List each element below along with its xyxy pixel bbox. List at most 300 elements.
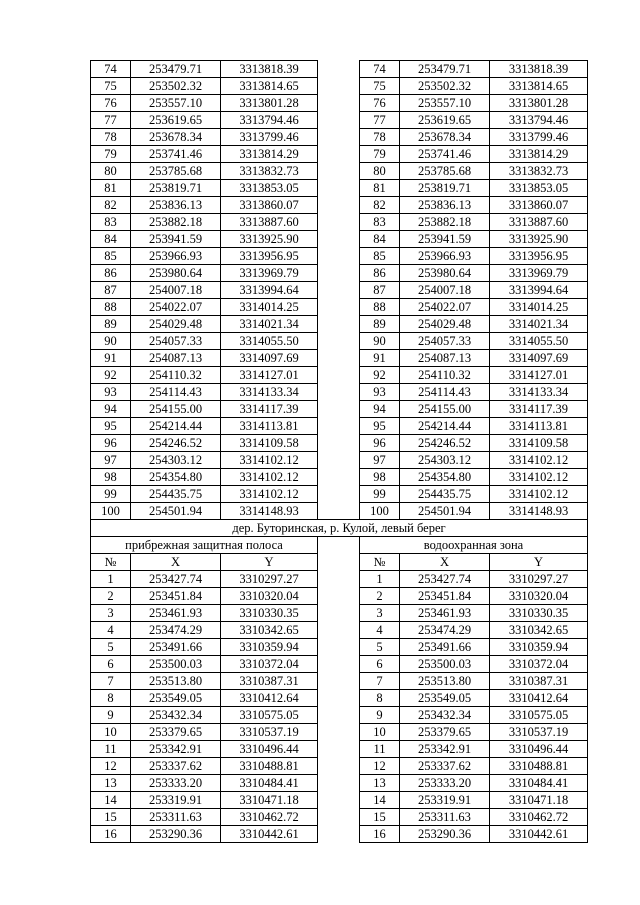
right-coord-y: 3313925.90 (490, 231, 588, 248)
column-gap (318, 418, 360, 435)
right-coord-y: 3314113.81 (490, 418, 588, 435)
left-point-number: 4 (91, 622, 131, 639)
column-gap (318, 197, 360, 214)
column-gap (318, 214, 360, 231)
left-coord-x: 253379.65 (131, 724, 221, 741)
right-coord-y: 3314097.69 (490, 350, 588, 367)
left-coord-y: 3313801.28 (221, 95, 318, 112)
right-coord-y: 3313814.29 (490, 146, 588, 163)
left-coord-y: 3310320.04 (221, 588, 318, 605)
column-gap (318, 282, 360, 299)
right-coord-x: 253678.34 (400, 129, 490, 146)
table-row (91, 282, 588, 299)
right-point-number: 1 (360, 571, 400, 588)
right-point-number: 13 (360, 775, 400, 792)
table-row (91, 826, 588, 843)
table-row (91, 486, 588, 503)
table-row (91, 95, 588, 112)
right-coord-x: 253479.71 (400, 61, 490, 78)
left-coord-x: 254354.80 (131, 469, 221, 486)
right-point-number: 94 (360, 401, 400, 418)
right-coord-x: 253836.13 (400, 197, 490, 214)
right-coord-y: 3314102.12 (490, 452, 588, 469)
left-coord-y: 3314133.34 (221, 384, 318, 401)
left-coord-x: 253333.20 (131, 775, 221, 792)
table-row (91, 333, 588, 350)
left-point-number: 2 (91, 588, 131, 605)
right-point-number: 99 (360, 486, 400, 503)
right-coord-x: 253461.93 (400, 605, 490, 622)
left-coord-x: 254303.12 (131, 452, 221, 469)
table-row (91, 299, 588, 316)
left-coord-y: 3313853.05 (221, 180, 318, 197)
table-row (91, 588, 588, 605)
section-heading (91, 520, 588, 571)
left-coord-x: 254022.07 (131, 299, 221, 316)
table-row (91, 248, 588, 265)
column-gap (318, 486, 360, 503)
left-point-number: 13 (91, 775, 131, 792)
right-coord-x: 254110.32 (400, 367, 490, 384)
left-coord-x: 254087.13 (131, 350, 221, 367)
right-coord-y: 3314117.39 (490, 401, 588, 418)
right-coord-y: 3310575.05 (490, 707, 588, 724)
table-row (91, 78, 588, 95)
column-gap (318, 78, 360, 95)
left-coord-x: 253941.59 (131, 231, 221, 248)
right-point-number: 89 (360, 316, 400, 333)
left-coord-y: 3310484.41 (221, 775, 318, 792)
column-gap (318, 503, 360, 520)
right-point-number: 16 (360, 826, 400, 843)
left-point-number: 81 (91, 180, 131, 197)
left-coord-y: 3310372.04 (221, 656, 318, 673)
left-coord-x: 253474.29 (131, 622, 221, 639)
left-coord-x: 253819.71 (131, 180, 221, 197)
right-point-number: 93 (360, 384, 400, 401)
left-coord-y: 3313814.65 (221, 78, 318, 95)
right-coord-y: 3314021.34 (490, 316, 588, 333)
column-gap (318, 724, 360, 741)
right-coord-y: 3313956.95 (490, 248, 588, 265)
column-gap (318, 163, 360, 180)
left-coord-x: 254110.32 (131, 367, 221, 384)
right-zone-title: водоохранная зона (360, 537, 588, 554)
table-row (91, 231, 588, 248)
left-coord-x: 253678.34 (131, 129, 221, 146)
right-point-number: 12 (360, 758, 400, 775)
table-row (91, 571, 588, 588)
right-point-number: 8 (360, 690, 400, 707)
right-point-number: 4 (360, 622, 400, 639)
right-coord-y: 3310442.61 (490, 826, 588, 843)
left-point-number: 16 (91, 826, 131, 843)
bottom-coordinates-section (91, 571, 588, 843)
left-point-number: 91 (91, 350, 131, 367)
table-row (91, 146, 588, 163)
left-coord-x: 254214.44 (131, 418, 221, 435)
table-row (91, 792, 588, 809)
right-point-number: 87 (360, 282, 400, 299)
right-coord-y: 3314102.12 (490, 486, 588, 503)
right-point-number: 3 (360, 605, 400, 622)
right-coord-y: 3313860.07 (490, 197, 588, 214)
table-row (91, 758, 588, 775)
right-coord-y: 3313818.39 (490, 61, 588, 78)
right-point-number: 91 (360, 350, 400, 367)
right-coord-y: 3314055.50 (490, 333, 588, 350)
left-point-number: 79 (91, 146, 131, 163)
left-point-number: 86 (91, 265, 131, 282)
right-point-number: 96 (360, 435, 400, 452)
left-coord-x: 253502.32 (131, 78, 221, 95)
right-coord-y: 3313994.64 (490, 282, 588, 299)
left-coord-y: 3310297.27 (221, 571, 318, 588)
right-coord-x: 253311.63 (400, 809, 490, 826)
left-coord-x: 253741.46 (131, 146, 221, 163)
left-coord-y: 3313860.07 (221, 197, 318, 214)
left-point-number: 87 (91, 282, 131, 299)
right-coord-y: 3313801.28 (490, 95, 588, 112)
left-coord-y: 3314148.93 (221, 503, 318, 520)
right-coord-y: 3310412.64 (490, 690, 588, 707)
right-coord-x: 253557.10 (400, 95, 490, 112)
table-row (91, 197, 588, 214)
column-gap (318, 571, 360, 588)
left-coord-y: 3310387.31 (221, 673, 318, 690)
column-gap (318, 809, 360, 826)
left-coord-y: 3313814.29 (221, 146, 318, 163)
left-point-number: 80 (91, 163, 131, 180)
left-zone-title: прибрежная защитная полоса (91, 537, 318, 554)
left-coord-x: 253785.68 (131, 163, 221, 180)
left-coord-y: 3314097.69 (221, 350, 318, 367)
table-row (91, 350, 588, 367)
left-point-number: 99 (91, 486, 131, 503)
right-coord-x: 253432.34 (400, 707, 490, 724)
column-gap (318, 741, 360, 758)
right-coord-x: 254087.13 (400, 350, 490, 367)
right-coord-x: 253785.68 (400, 163, 490, 180)
table-row (91, 401, 588, 418)
left-point-number: 85 (91, 248, 131, 265)
left-point-number: 74 (91, 61, 131, 78)
right-header-x: X (400, 554, 490, 571)
left-coord-y: 3314109.58 (221, 435, 318, 452)
table-row (91, 112, 588, 129)
right-coord-x: 253379.65 (400, 724, 490, 741)
right-coord-x: 253941.59 (400, 231, 490, 248)
right-point-number: 10 (360, 724, 400, 741)
left-point-number: 14 (91, 792, 131, 809)
right-point-number: 84 (360, 231, 400, 248)
right-coord-y: 3314133.34 (490, 384, 588, 401)
left-point-number: 82 (91, 197, 131, 214)
table-row (91, 690, 588, 707)
left-coord-y: 3310412.64 (221, 690, 318, 707)
left-coord-y: 3310471.18 (221, 792, 318, 809)
right-coord-x: 253427.74 (400, 571, 490, 588)
column-gap (318, 299, 360, 316)
left-coord-x: 254501.94 (131, 503, 221, 520)
right-coord-x: 254155.00 (400, 401, 490, 418)
left-coord-x: 253311.63 (131, 809, 221, 826)
left-coord-y: 3314113.81 (221, 418, 318, 435)
left-coord-y: 3313969.79 (221, 265, 318, 282)
right-coord-x: 253290.36 (400, 826, 490, 843)
right-coord-x: 253549.05 (400, 690, 490, 707)
right-coord-y: 3310484.41 (490, 775, 588, 792)
left-point-number: 83 (91, 214, 131, 231)
right-coord-x: 253819.71 (400, 180, 490, 197)
left-coord-x: 253557.10 (131, 95, 221, 112)
left-point-number: 8 (91, 690, 131, 707)
column-gap (318, 180, 360, 197)
left-point-number: 1 (91, 571, 131, 588)
column-gap (318, 826, 360, 843)
table-row (91, 775, 588, 792)
column-gap (318, 61, 360, 78)
table-row (91, 384, 588, 401)
column-gap (318, 435, 360, 452)
left-point-number: 10 (91, 724, 131, 741)
right-coord-y: 3314109.58 (490, 435, 588, 452)
right-coord-x: 254022.07 (400, 299, 490, 316)
right-coord-x: 254007.18 (400, 282, 490, 299)
right-coord-y: 3310372.04 (490, 656, 588, 673)
right-coord-y: 3310297.27 (490, 571, 588, 588)
table-row (91, 418, 588, 435)
right-coord-y: 3310330.35 (490, 605, 588, 622)
left-point-number: 97 (91, 452, 131, 469)
table-row (91, 724, 588, 741)
table-row (91, 605, 588, 622)
right-coord-x: 254501.94 (400, 503, 490, 520)
right-coord-y: 3314127.01 (490, 367, 588, 384)
right-coord-x: 253474.29 (400, 622, 490, 639)
column-gap (318, 588, 360, 605)
left-coord-x: 253836.13 (131, 197, 221, 214)
right-coord-x: 253500.03 (400, 656, 490, 673)
column-gap (318, 605, 360, 622)
right-coord-x: 254354.80 (400, 469, 490, 486)
right-point-number: 98 (360, 469, 400, 486)
right-point-number: 9 (360, 707, 400, 724)
left-point-number: 94 (91, 401, 131, 418)
column-gap (318, 350, 360, 367)
left-coord-x: 253342.91 (131, 741, 221, 758)
table-row (91, 452, 588, 469)
left-coord-y: 3314127.01 (221, 367, 318, 384)
right-coord-y: 3313794.46 (490, 112, 588, 129)
column-gap (318, 333, 360, 350)
right-coord-y: 3310488.81 (490, 758, 588, 775)
table-row (91, 809, 588, 826)
table-row (91, 316, 588, 333)
right-coord-x: 254303.12 (400, 452, 490, 469)
column-gap (318, 401, 360, 418)
left-coord-y: 3314102.12 (221, 469, 318, 486)
left-point-number: 11 (91, 741, 131, 758)
right-coord-x: 254214.44 (400, 418, 490, 435)
left-coord-y: 3314014.25 (221, 299, 318, 316)
left-coord-y: 3310488.81 (221, 758, 318, 775)
left-coord-y: 3310575.05 (221, 707, 318, 724)
column-gap (318, 248, 360, 265)
left-coord-y: 3313794.46 (221, 112, 318, 129)
column-header-row (91, 554, 588, 571)
table-row (91, 673, 588, 690)
left-point-number: 92 (91, 367, 131, 384)
left-coord-x: 253432.34 (131, 707, 221, 724)
left-coord-y: 3313956.95 (221, 248, 318, 265)
right-point-number: 86 (360, 265, 400, 282)
left-point-number: 3 (91, 605, 131, 622)
right-coord-x: 253741.46 (400, 146, 490, 163)
left-point-number: 78 (91, 129, 131, 146)
left-coord-y: 3310442.61 (221, 826, 318, 843)
column-gap (318, 656, 360, 673)
right-point-number: 78 (360, 129, 400, 146)
column-gap (318, 775, 360, 792)
left-point-number: 89 (91, 316, 131, 333)
zone-titles-row (91, 537, 588, 554)
right-point-number: 15 (360, 809, 400, 826)
right-point-number: 85 (360, 248, 400, 265)
right-coord-x: 253513.80 (400, 673, 490, 690)
right-coord-x: 253502.32 (400, 78, 490, 95)
right-point-number: 79 (360, 146, 400, 163)
column-gap (318, 95, 360, 112)
left-coord-x: 254246.52 (131, 435, 221, 452)
table-row (91, 265, 588, 282)
left-point-number: 95 (91, 418, 131, 435)
right-coord-y: 3313799.46 (490, 129, 588, 146)
right-coord-y: 3310359.94 (490, 639, 588, 656)
right-coord-x: 253882.18 (400, 214, 490, 231)
right-coord-y: 3314148.93 (490, 503, 588, 520)
left-coord-x: 253451.84 (131, 588, 221, 605)
column-gap (318, 690, 360, 707)
left-point-number: 5 (91, 639, 131, 656)
right-coord-y: 3313853.05 (490, 180, 588, 197)
left-coord-x: 253619.65 (131, 112, 221, 129)
right-coord-x: 253491.66 (400, 639, 490, 656)
left-point-number: 93 (91, 384, 131, 401)
left-coord-x: 253479.71 (131, 61, 221, 78)
right-coord-y: 3313814.65 (490, 78, 588, 95)
table-row (91, 367, 588, 384)
right-coord-y: 3313969.79 (490, 265, 588, 282)
right-coord-x: 253342.91 (400, 741, 490, 758)
table-row (91, 741, 588, 758)
left-coord-x: 253513.80 (131, 673, 221, 690)
left-coord-x: 253461.93 (131, 605, 221, 622)
right-point-number: 74 (360, 61, 400, 78)
left-coord-y: 3313818.39 (221, 61, 318, 78)
left-coord-y: 3314102.12 (221, 486, 318, 503)
column-gap (318, 146, 360, 163)
right-coord-y: 3310537.19 (490, 724, 588, 741)
left-coord-x: 253980.64 (131, 265, 221, 282)
right-coord-y: 3310462.72 (490, 809, 588, 826)
left-coord-x: 253427.74 (131, 571, 221, 588)
right-coord-y: 3310387.31 (490, 673, 588, 690)
right-coord-y: 3313887.60 (490, 214, 588, 231)
right-coord-x: 254057.33 (400, 333, 490, 350)
right-point-number: 95 (360, 418, 400, 435)
right-point-number: 88 (360, 299, 400, 316)
column-gap (318, 265, 360, 282)
left-header-y: Y (221, 554, 318, 571)
left-point-number: 12 (91, 758, 131, 775)
table-row (91, 163, 588, 180)
column-gap (318, 231, 360, 248)
right-point-number: 90 (360, 333, 400, 350)
left-coord-y: 3313799.46 (221, 129, 318, 146)
right-coord-x: 254435.75 (400, 486, 490, 503)
coordinate-document (90, 60, 587, 843)
left-point-number: 77 (91, 112, 131, 129)
left-coord-x: 254029.48 (131, 316, 221, 333)
right-header-y: Y (490, 554, 588, 571)
right-point-number: 5 (360, 639, 400, 656)
right-point-number: 82 (360, 197, 400, 214)
right-coord-x: 254246.52 (400, 435, 490, 452)
column-gap (318, 537, 360, 554)
table-row (91, 180, 588, 197)
right-point-number: 75 (360, 78, 400, 95)
left-coord-y: 3310342.65 (221, 622, 318, 639)
column-gap (318, 792, 360, 809)
left-coord-x: 253549.05 (131, 690, 221, 707)
column-gap (318, 112, 360, 129)
right-point-number: 2 (360, 588, 400, 605)
left-coord-y: 3314021.34 (221, 316, 318, 333)
left-point-number: 76 (91, 95, 131, 112)
left-coord-x: 253319.91 (131, 792, 221, 809)
left-point-number: 75 (91, 78, 131, 95)
right-point-number: 76 (360, 95, 400, 112)
right-coord-y: 3313832.73 (490, 163, 588, 180)
left-coord-x: 253500.03 (131, 656, 221, 673)
table-row (91, 129, 588, 146)
column-gap (318, 673, 360, 690)
left-point-number: 7 (91, 673, 131, 690)
column-gap (318, 469, 360, 486)
table-row (91, 503, 588, 520)
left-point-number: 15 (91, 809, 131, 826)
table-row (91, 469, 588, 486)
left-coord-x: 253337.62 (131, 758, 221, 775)
right-point-number: 100 (360, 503, 400, 520)
left-coord-x: 254007.18 (131, 282, 221, 299)
table-row (91, 214, 588, 231)
column-gap (318, 639, 360, 656)
right-coord-x: 253337.62 (400, 758, 490, 775)
left-point-number: 6 (91, 656, 131, 673)
right-point-number: 7 (360, 673, 400, 690)
left-coord-x: 254114.43 (131, 384, 221, 401)
right-point-number: 97 (360, 452, 400, 469)
left-coord-y: 3313994.64 (221, 282, 318, 299)
left-point-number: 84 (91, 231, 131, 248)
right-coord-x: 253333.20 (400, 775, 490, 792)
column-gap (318, 129, 360, 146)
left-coord-y: 3313887.60 (221, 214, 318, 231)
left-coord-y: 3314102.12 (221, 452, 318, 469)
left-header-number: № (91, 554, 131, 571)
